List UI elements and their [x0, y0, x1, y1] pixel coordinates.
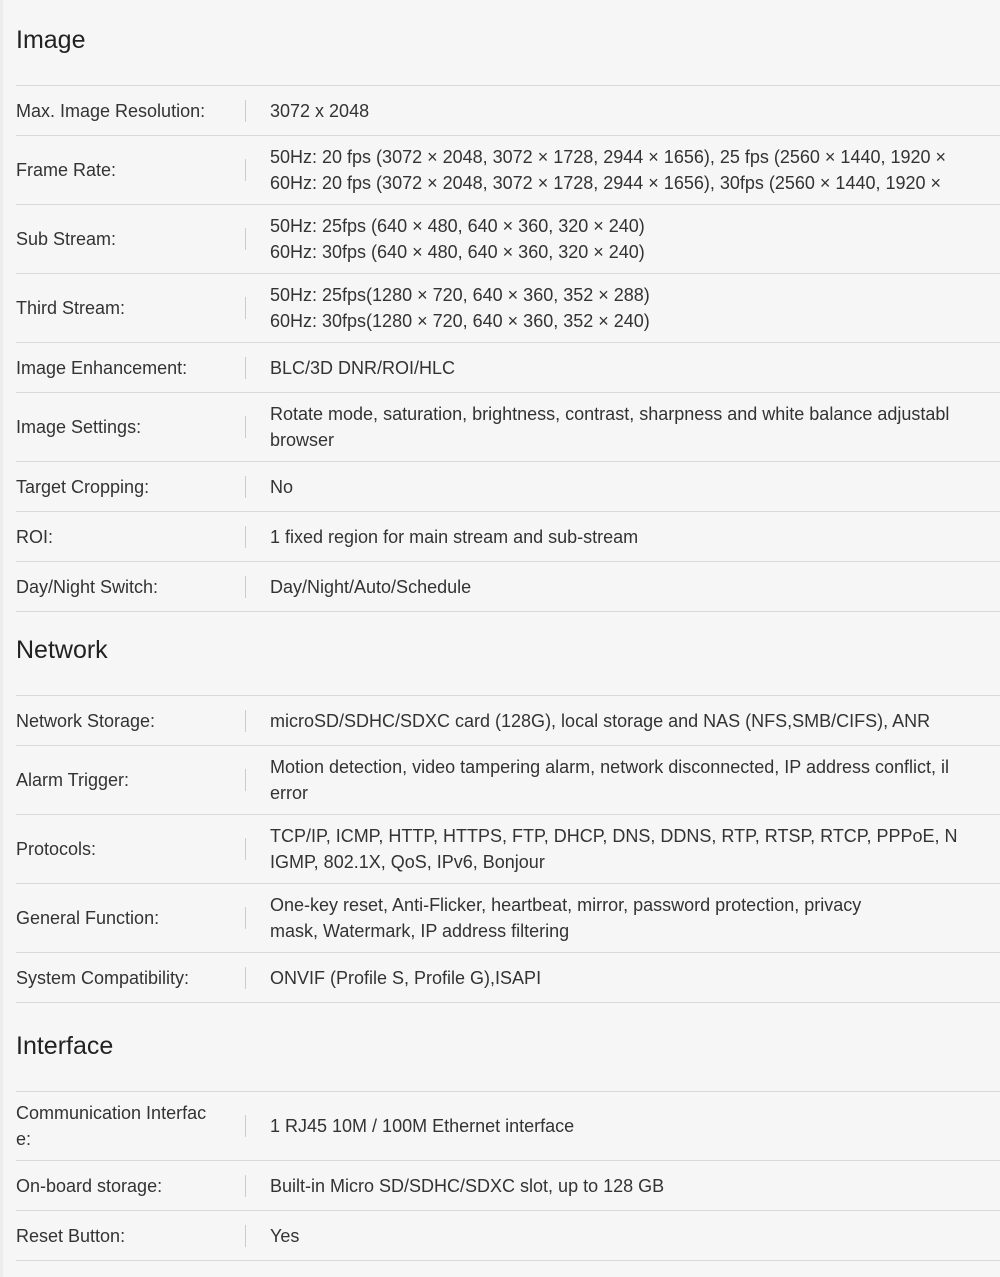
- column-divider: [245, 1115, 246, 1137]
- section-network: [16, 610, 1000, 1003]
- spec-value-line: 3072 x 2048: [270, 100, 370, 121]
- spec-label: ROI:: [16, 526, 54, 547]
- spec-value: [270, 462, 1000, 511]
- spec-value: [270, 274, 1000, 342]
- spec-row-frame-rate: [16, 136, 1000, 205]
- spec-row-communication-interface: [16, 1092, 1000, 1161]
- spec-value-line: 60Hz: 30fps(1280 × 720, 640 × 360, 352 × 240): [270, 311, 650, 331]
- spec-label: General Function:: [16, 908, 160, 928]
- column-divider: [245, 967, 246, 989]
- column-divider: [245, 159, 246, 181]
- column-divider: [245, 710, 246, 732]
- spec-value: [270, 696, 1000, 745]
- section-image: [16, 0, 1000, 612]
- spec-value: [270, 746, 1000, 814]
- spec-value-line: error: [270, 783, 309, 803]
- spec-label: Alarm Trigger:: [16, 770, 130, 790]
- page-edge: [0, 0, 3, 1277]
- spec-row-reset-button: [16, 1211, 1000, 1261]
- spec-label: Reset Button:: [16, 1225, 126, 1246]
- spec-value-line: 50Hz: 25fps(1280 × 720, 640 × 360, 352 × 288): [270, 285, 650, 305]
- spec-value-line: One-key reset, Anti-Flicker, heartbeat, mirror, password protection, privacy: [270, 895, 862, 915]
- spec-row-system-compatibility: [16, 953, 1000, 1003]
- spec-value: [270, 136, 1000, 204]
- spec-value-line: Built-in Micro SD/SDHC/SDXC slot, up to 128 GB: [270, 1175, 665, 1196]
- spec-row-on-board-storage: [16, 1161, 1000, 1211]
- spec-value-line: microSD/SDHC/SDXC card (128G), local storage and NAS (NFS,SMB/CIFS), ANR: [270, 710, 931, 731]
- spec-value-line: 1 RJ45 10M / 100M Ethernet interface: [270, 1116, 575, 1136]
- spec-value: [270, 953, 1000, 1002]
- spec-label: Frame Rate:: [16, 160, 117, 180]
- column-divider: [245, 526, 246, 548]
- spec-row-network-storage: [16, 696, 1000, 746]
- spec-value: [270, 1092, 1000, 1160]
- column-divider: [245, 357, 246, 379]
- spec-row-alarm-trigger: [16, 746, 1000, 815]
- spec-value: [270, 393, 1000, 461]
- spec-value: [270, 1211, 1000, 1260]
- spec-row-target-cropping: [16, 462, 1000, 512]
- spec-value-line: mask, Watermark, IP address filtering: [270, 921, 570, 941]
- spec-value: [270, 512, 1000, 561]
- spec-label: Network Storage:: [16, 710, 156, 731]
- spec-value-line: No: [270, 476, 294, 497]
- spec-value-line: 1 fixed region for main stream and sub-stream: [270, 526, 639, 547]
- spec-row-third-stream: [16, 274, 1000, 343]
- spec-label: Max. Image Resolution:: [16, 100, 206, 121]
- spec-value-line: Day/Night/Auto/Schedule: [270, 576, 472, 597]
- spec-label: Day/Night Switch:: [16, 576, 159, 597]
- spec-label: On-board storage:: [16, 1175, 163, 1196]
- spec-value: [270, 884, 1000, 952]
- column-divider: [245, 1175, 246, 1197]
- spec-label: System Compatibility:: [16, 967, 190, 988]
- column-divider: [245, 228, 246, 250]
- column-divider: [245, 416, 246, 438]
- column-divider: [245, 476, 246, 498]
- spec-value: [270, 1161, 1000, 1210]
- spec-value-line: Rotate mode, saturation, brightness, contrast, sharpness and white balance adjustabl: [270, 404, 950, 424]
- spec-value-line: BLC/3D DNR/ROI/HLC: [270, 357, 456, 378]
- spec-value-line: Yes: [270, 1225, 300, 1246]
- spec-value: [270, 815, 1000, 883]
- spec-value: [270, 343, 1000, 392]
- spec-row-day-night-switch: [16, 562, 1000, 612]
- spec-value: [270, 205, 1000, 273]
- spec-value-line: 50Hz: 20 fps (3072 × 2048, 3072 × 1728, 2944 × 1656), 25 fps (2560 × 1440, 1920 ×: [270, 147, 947, 167]
- spec-label: Third Stream:: [16, 298, 126, 318]
- column-divider: [245, 100, 246, 122]
- spec-value-line: IGMP, 802.1X, QoS, IPv6, Bonjour: [270, 852, 545, 872]
- spec-value-line: Motion detection, video tampering alarm, network disconnected, IP address conflict, il: [270, 757, 950, 777]
- spec-value-line: TCP/IP, ICMP, HTTP, HTTPS, FTP, DHCP, DNS, DDNS, RTP, RTSP, RTCP, PPPoE, N: [270, 826, 958, 846]
- spec-label: Image Settings:: [16, 417, 142, 437]
- column-divider: [245, 297, 246, 319]
- spec-row-max-image-resolution: [16, 86, 1000, 136]
- section-interface: [16, 1006, 1000, 1261]
- spec-value: [270, 562, 1000, 611]
- spec-label: Target Cropping:: [16, 476, 150, 497]
- spec-row-roi: [16, 512, 1000, 562]
- spec-label: Communication Interfac e:: [16, 1103, 207, 1149]
- column-divider: [245, 1225, 246, 1247]
- spec-label: Protocols:: [16, 839, 97, 859]
- spec-label: Sub Stream:: [16, 229, 117, 249]
- spec-value-line: 50Hz: 25fps (640 × 480, 640 × 360, 320 × 240): [270, 216, 645, 236]
- spec-row-image-settings: [16, 393, 1000, 462]
- spec-label: Image Enhancement:: [16, 357, 188, 378]
- spec-row-protocols: [16, 815, 1000, 884]
- column-divider: [245, 576, 246, 598]
- section-title: Network: [16, 610, 1000, 696]
- section-title: Interface: [16, 1006, 1000, 1092]
- spec-value: [270, 86, 1000, 135]
- spec-value-line: ONVIF (Profile S, Profile G),ISAPI: [270, 967, 542, 988]
- spec-value-line: 60Hz: 30fps (640 × 480, 640 × 360, 320 × 240): [270, 242, 645, 262]
- spec-value-line: browser: [270, 430, 335, 450]
- spec-row-sub-stream: [16, 205, 1000, 274]
- spec-value-line: 60Hz: 20 fps (3072 × 2048, 3072 × 1728, 2944 × 1656), 30fps (2560 × 1440, 1920 ×: [270, 173, 942, 193]
- column-divider: [245, 907, 246, 929]
- column-divider: [245, 838, 246, 860]
- column-divider: [245, 769, 246, 791]
- spec-row-image-enhancement: [16, 343, 1000, 393]
- section-title: Image: [16, 0, 1000, 86]
- spec-row-general-function: [16, 884, 1000, 953]
